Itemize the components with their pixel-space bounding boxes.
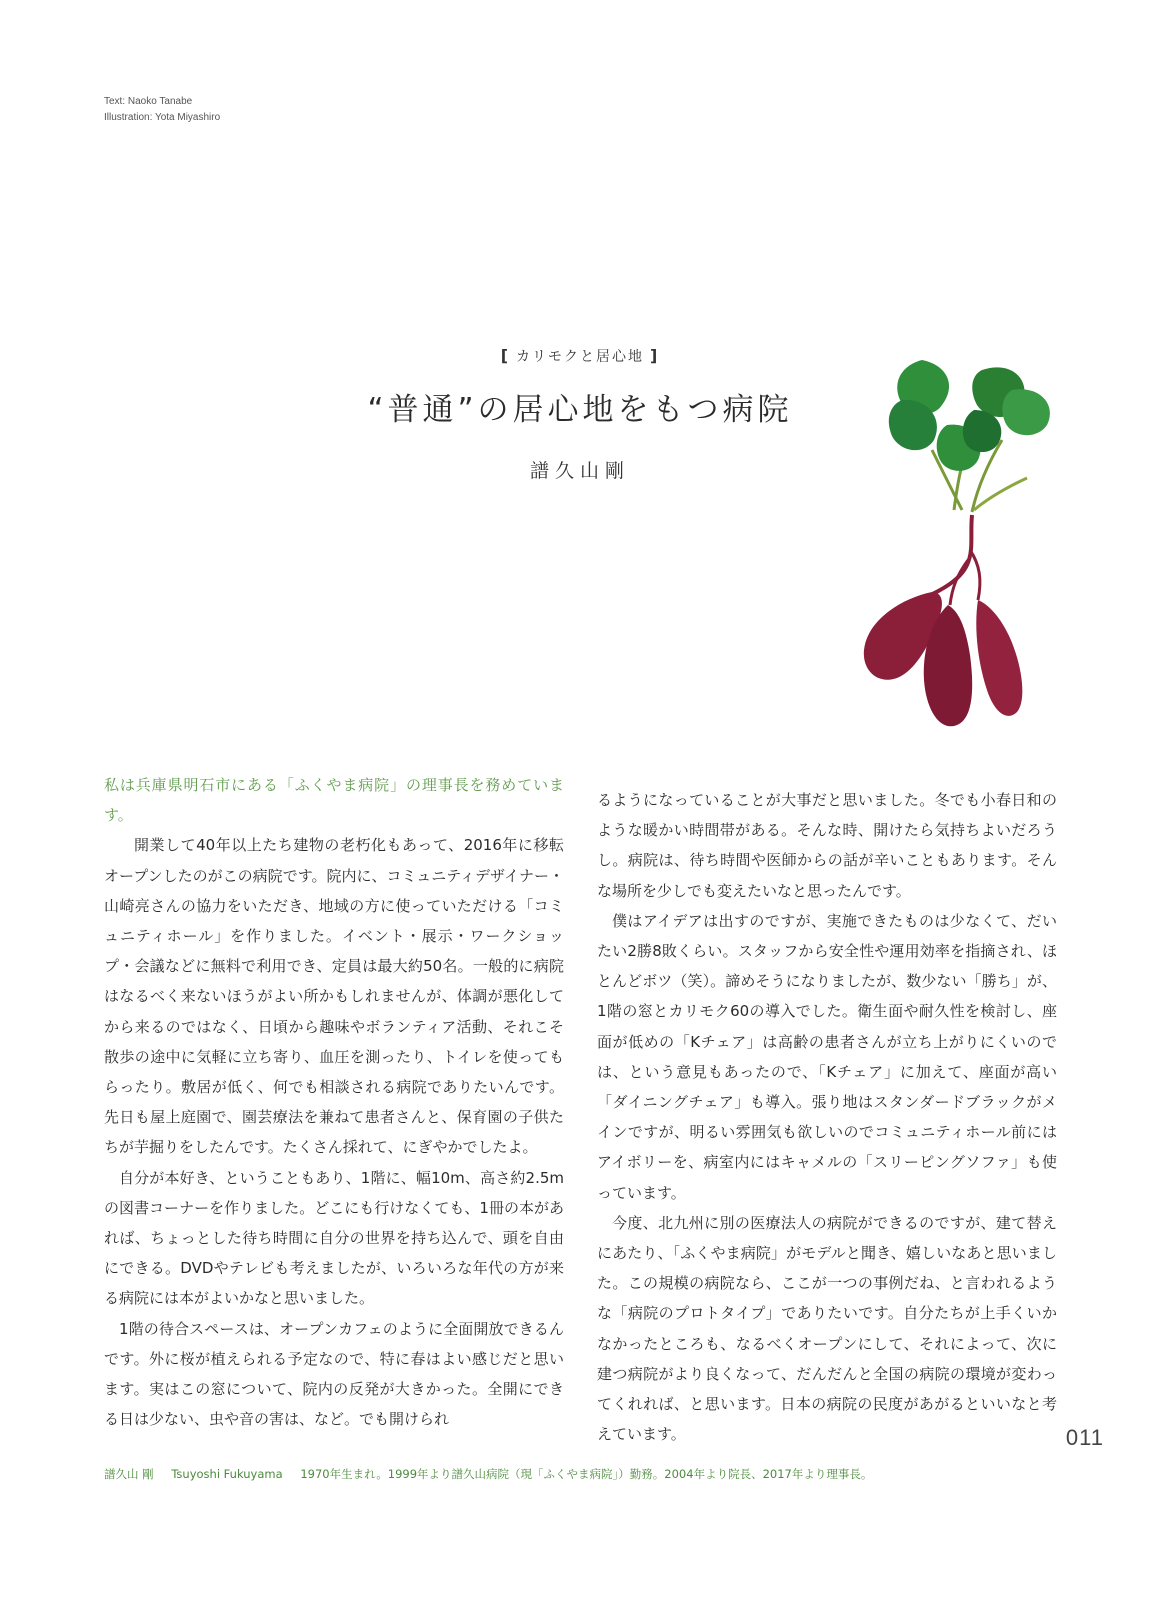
left-bracket-icon: [	[500, 346, 510, 365]
series-label	[380, 346, 780, 366]
profile-name-en: Tsuyoshi Fukuyama	[171, 1467, 283, 1481]
leaves-icon	[889, 360, 1050, 512]
right-bracket-icon: ]	[650, 346, 660, 365]
body-paragraph: るようになっていることが大事だと思いました。冬でも小春日和のような暖かい時間帯がある。そんな時、開けたら気持ちよいだろうし。病院は、待ち時間や医師からの話が辛いこともあります。そんな場所を少しでも変えたいなと思ったんです。	[597, 791, 1057, 900]
body-paragraph: 僕はアイデアは出すのですが、実施できたものは少なくて、だいたい2勝8敗くらい。スタッフから安全性や運用効率を指摘され、ほとんどボツ（笑）。諦めそうになりましたが、数少ない「勝ち」が、1階の窓とカリモク60の導入でした。衛生面や耐久性を検討し、座面が低めの「Kチェア」は高齢の患者さんが立ち上がりにくいのでは、という意見もあったので、「Kチェア」に加えて、座面が高い「ダイニングチェア」も導入。張り地はスタンダードブラックがメインですが、明るい雰囲気も欲しいのでコミュニティホール前にはアイボリーを、病室内にはキャメルの「スリーピングソファ」も使っています。	[597, 911, 1057, 1202]
credits	[104, 94, 220, 126]
roots-icon	[864, 515, 1023, 726]
body-paragraph: 自分が本好き、ということもあり、1階に、幅10m、高さ約2.5mの図書コーナーを作りました。どこにも行けなくても、1冊の本があれば、ちょっとした待ち時間に自分の世界を持ち込んで、頭を自由にできる。DVDやテレビも考えましたが、いろいろな年代の方が来る病院には本がよいかなと思いました。	[104, 1168, 564, 1308]
profile-bio: 1970年生まれ。1999年より譜久山病院（現「ふくやま病院」）勤務。2004年より院長、2017年より理事長。	[300, 1467, 873, 1481]
author-profile	[104, 1466, 1064, 1482]
article-column-right	[597, 770, 1057, 1449]
credit-illustration: Illustration: Yota Miyashiro	[104, 112, 221, 123]
credit-text: Text: Naoko Tanabe	[104, 96, 193, 107]
body-paragraph: 今度、北九州に別の医療法人の病院ができるのですが、建て替えにあたり、「ふくやま病院」がモデルと聞き、嬉しいなあと思いました。この規模の病院なら、ここが一つの事例だね、と言われるような「病院のプロトタイプ」でありたいです。自分たちが上手くいかなかったところも、なるべくオープンにして、それによって、次に建つ病院がより良くなって、だんだんと全国の病院の環境が変わってくれれば、と思います。日本の病院の民度があがるといいなと考えています。	[597, 1213, 1057, 1444]
body-paragraph: 1階の待合スペースは、オープンカフェのように全面開放できるんです。外に桜が植えられる予定なので、特に春はよい感じだと思います。実はこの窓について、院内の反発が大きかった。全開にできる日は少ない、虫や音の害は、など。でも開けられ	[104, 1319, 564, 1429]
page-number: 011	[1065, 1425, 1104, 1450]
body-paragraph: 開業して40年以上たち建物の老朽化もあって、2016年に移転オープンしたのがこの病院です。院内に、コミュニティデザイナー・山崎亮さんの協力をいただき、地域の方に使っていただける「コミュニティホール」を作りました。イベント・展示・ワークショップ・会議などに無料で利用でき、定員は最大約50名。一般的に病院はなるべく来ないほうがよい所かもしれませんが、体調が悪化してから来るのではなく、日頃から趣味やボランティア活動、それこそ散歩の途中に気軽に立ち寄り、血圧を測ったり、トイレを使ってもらったり。敷居が低く、何でも相談される病院でありたいんです。先日も屋上庭園で、園芸療法を兼ねて患者さんと、保育園の子供たちが芋掘りをしたんです。たくさん採れて、にぎやかでしたよ。	[104, 836, 564, 1157]
series-text: カリモクと居心地	[516, 349, 644, 365]
page-title: “普通”の居心地をもつ病院	[367, 392, 793, 428]
lead-paragraph: 私は兵庫県明石市にある「ふくやま病院」の理事長を務めています。	[104, 776, 564, 825]
article-column-left	[104, 770, 564, 1434]
profile-name-ja: 譜久山 剛	[104, 1467, 154, 1481]
author-name: 譜久山剛	[529, 460, 630, 482]
sweet-potato-illustration	[862, 360, 1082, 760]
